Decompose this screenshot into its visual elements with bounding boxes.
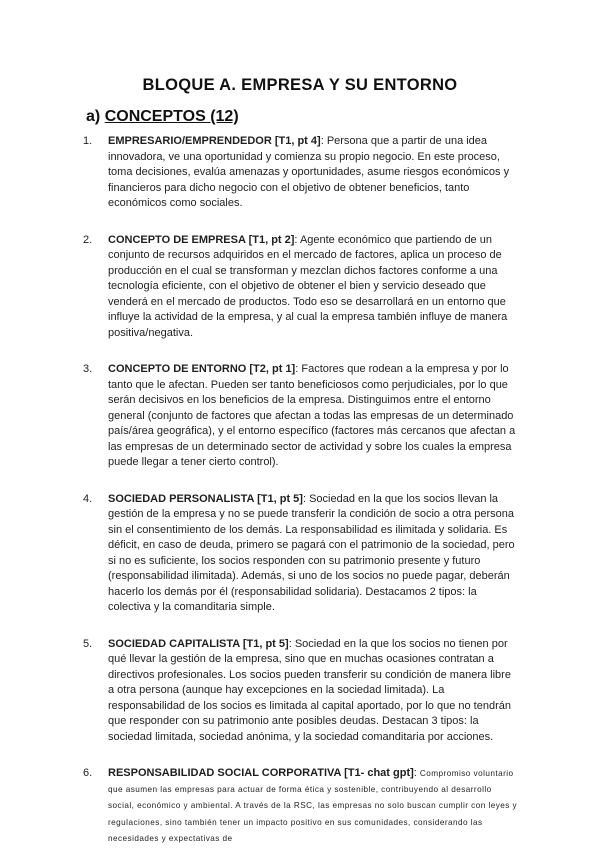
item-definition: Sociedad en la que los socios no tienen por qué llevar la gestión de la empresa, sino que en muchas ocasiones contratan a directivos profesionales. Los socios pueden transferir su condición de manera libre a otra persona (aunque hay excepciones en la sociedad limitada). La responsabilidad de los socios es limitada al capital aportado, por lo que no tendrán que responder con su patrimonio ante posibles deudas. Destacan 3 tipos: la sociedad limitada, sociedad anónima, y la sociedad comanditaria por acciones. [108,637,511,743]
list-item [83,492,518,616]
item-term: SOCIEDAD PERSONALISTA [T1, pt 5] [108,492,303,505]
list-item [83,233,518,342]
item-number: 2. [83,233,93,246]
item-definition: Sociedad en la que los socios llevan la gestión de la empresa y no se puede transferir la condición de socio a otra persona sin el consentimiento de los demás. La responsabilidad es ilimitada y solidaria. Es déficit, en caso de deuda, primero se pagará con el patrimonio de la sociedad, pero si no es suficiente, los socios responden con su patrimonio presente y futuro (responsabilidad ilimitada). Además, si uno de los socios no puede pagar, deberán hacerlo los demás por él (responsabilidad solidaria). Destacamos 2 tipos: la colectiva y la comanditaria simple. [108,492,515,613]
section-heading [86,108,239,126]
item-separator: : [295,363,302,375]
item-term: RESPONSABILIDAD SOCIAL CORPORATIVA [T1- chat gpt] [108,767,414,779]
item-separator: : [294,233,300,246]
item-separator: : [302,492,310,505]
item-term: EMPRESARIO/EMPRENDEDOR [T1, pt 4] [108,135,321,147]
list-item [83,637,518,746]
item-number: 1. [83,135,93,147]
list-item [83,766,518,847]
item-number: 5. [83,637,93,650]
item-number: 6. [83,767,93,779]
document-title: BLOQUE A. EMPRESA Y SU ENTORNO [142,76,458,94]
list-item [83,362,518,471]
item-number: 4. [83,492,93,505]
item-definition: Persona que a partir de una idea innovadora, ve una oportunidad y comienza su propio negocio. En este proceso, toma decisiones, evalúa amenazas y oportunidades, asume riesgos económicos y financieros para dicho negocio con el objetivo de obtener beneficios, tanto económicos como sociales. [108,135,510,209]
list-item [83,134,518,212]
item-separator: : [288,637,295,650]
item-term: CONCEPTO DE EMPRESA [T1, pt 2] [108,233,295,246]
item-definition: Factores que rodean a la empresa y por lo tanto que le afectan. Pueden ser tanto beneficiosos como perjudiciales, por lo que serán decisivos en los beneficios de la empresa. Distinguimos entre el entorno general (conjunto de factores que afectan a todas las empresas de un determinado país/área geográfica), y el entorno específico (factores más cercanos que afectan a las empresas de un determinado sector de actividad y sobre los cuales la empresa puede llegar a tener cierto control). [108,363,516,468]
section-letter: a) [86,108,101,125]
item-separator: : [413,767,420,779]
item-definition: Agente económico que partiendo de un conjunto de recursos adquiridos en el mercado de factores, aplica un proceso de producción en el cual se transforman y mezclan dichos factores conforme a una tecnología eficiente, con el objetivo de obtener el bien y servicio deseado que venderá en el mercado de productos. Todo eso se desarrollará en un entorno que influye la actividad de la empresa, y al cual la empresa también influye de manera positiva/negativa. [108,233,508,339]
item-term: SOCIEDAD CAPITALISTA [T1, pt 5] [108,637,289,650]
concept-list [83,134,518,868]
item-number: 3. [83,363,93,375]
item-term: CONCEPTO DE ENTORNO [T2, pt 1] [108,363,296,375]
item-separator: : [320,135,327,147]
item-definition: Compromiso voluntario que asumen las empresas para actuar de forma ética y sostenible, contribuyendo al desarrollo social, económico y ambiental. A través de la RSC, las empresas no solo buscan cumplir con leyes y regulaciones, sino también tener un impacto positivo en sus comunidades, considerando las necesidades y expectativas de [108,769,518,843]
section-label: CONCEPTOS (12) [104,108,239,125]
